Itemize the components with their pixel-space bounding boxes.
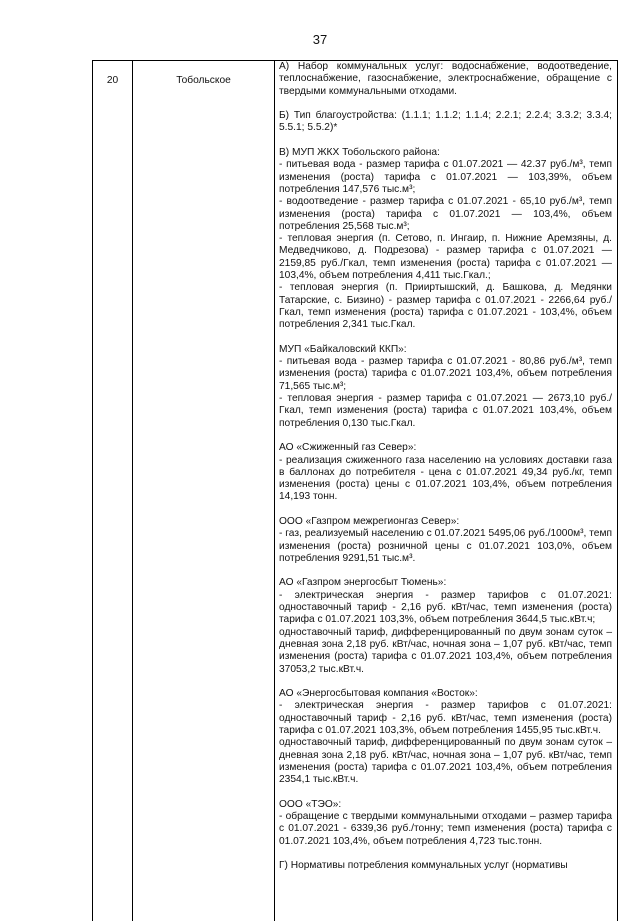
tariff-heat-2: - тепловая энергия (п. Прииртышский, д. Башкова, д. Медянки Татарские, с. Бизино) - размер тарифа с 01.07.2021 - 2266,64 руб./Гкал, темп изменения (роста) тарифа с 01.07.2021 - 103,4%, объем потребления 2,341 тыс.Гкал. (279, 282, 612, 331)
section-v-heading: В) МУП ЖКХ Тобольского района: (279, 147, 440, 159)
municipality-name: Тобольское (176, 75, 231, 86)
vostok-single-rate: - электрическая энергия - размер тарифов с 01.07.2021: одноставочный тариф - 2,16 руб. кВт/час, темп изменения (роста) тарифа с 01.07.2021 103,3%, объем потребления 1455,95 тыс.кВт.ч. (279, 700, 612, 737)
section-a: А) Набор коммунальных услуг: водоснабжение, водоотведение, теплоснабжение, газоснабжение, электроснабжение, обращение с твердыми коммунальными отходами. (279, 61, 612, 97)
vostok-block (279, 688, 612, 786)
municipality-cell (133, 61, 275, 921)
tariff-wastewater: - водоотведение - размер тарифа с 01.07.2021 - 65,10 руб./м³, темп изменения (роста) тарифа с 01.07.2021 — 103,4%, объем потребления 25,568 тыс.м³; (279, 196, 612, 232)
row-number: 20 (106, 75, 119, 86)
section-v (279, 147, 612, 331)
vostok-two-zone: одноставочный тариф, дифференцированный по двум зонам суток – дневная зона 2,18 руб. кВт/час, ночная зона – 1,07 руб. кВт/час, темп изменения (роста) тарифа с 01.07.2021 103,4%, объем потребления 2354,1 тыс.кВт.ч. (279, 737, 612, 786)
energosbyt-two-zone: одноставочный тариф, дифференцированный по двум зонам суток – дневная зона 2,18 руб. кВт/час, ночная зона – 1,07 руб. кВт/час, темп изменения (роста) тарифа с 01.07.2021 103,4%, объем потребления 37053,2 тыс.кВт.ч. (279, 626, 612, 675)
energosbyt-single-rate: - электрическая энергия - размер тарифов с 01.07.2021: одноставочный тариф - 2,16 руб. кВт/час, темп изменения (роста) тарифа с 01.07.2021 103,3%, объем потребления 3644,5 тыс.кВт.ч; (279, 589, 612, 626)
teo-block (279, 799, 612, 848)
energosbyt-block (279, 577, 612, 675)
baikalovsky-heat: - тепловая энергия - размер тарифа с 01.07.2021 — 2673,10 руб./Гкал, темп изменения (роста) тарифа с 01.07.2021 103,4%, объем потребления 0,130 тыс.Гкал. (279, 393, 612, 429)
lpg-block (279, 442, 612, 503)
section-g: Г) Нормативы потребления коммунальных услуг (нормативы (279, 860, 568, 872)
gazprom-price: - газ, реализуемый населению с 01.07.2021 5495,06 руб./1000м³, темп изменения (роста) розничной цены с 01.07.2021 103,0%, объем потребления 9291,51 тыс.м³. (279, 528, 612, 564)
vostok-heading: АО «Энергосбытовая компания «Восток»: (279, 688, 478, 700)
gazprom-heading: ООО «Газпром межрегионгаз Север»: (279, 515, 460, 527)
page-number: 37 (312, 32, 328, 47)
lpg-heading: АО «Сжиженный газ Север»: (279, 442, 417, 454)
teo-waste-tariff: - обращение с твердыми коммунальными отходами – размер тарифа с 01.07.2021 - 6339,36 руб./тонну; темп изменения (роста) тарифа с 01.07.2021 103,4%, объем потребления 4,723 тыс.тонн. (279, 811, 612, 847)
description-content (275, 61, 612, 873)
lpg-price: - реализация сжиженного газа населению на условиях доставки газа в баллонах до потребителя - цена с 01.07.2021 49,34 руб./кг, темп изменения (роста) цены с 01.07.2021 103,4%, объем потребления 14,193 тонн. (279, 454, 612, 503)
teo-heading: ООО «ТЭО»: (279, 798, 342, 810)
document-table (92, 60, 618, 921)
tariff-heat-1: - тепловая энергия (п. Сетово, п. Ингаир, п. Нижние Аремзяны, д. Медведчиково, д. Подрезова) - размер тарифа с 01.07.2021 — 2159,85 руб./Гкал, темп изменения (роста) тарифа с 01.07.2021 — 103,4%, объем потребления 4,411 тыс.Гкал.; (279, 233, 612, 282)
section-b: Б) Тип благоустройства: (1.1.1; 1.1.2; 1.1.4; 2.2.1; 2.2.4; 3.3.2; 3.3.4; 5.5.1; 5.5.2)* (279, 110, 612, 134)
description-cell (275, 61, 612, 921)
baikalovsky-water: - питьевая вода - размер тарифа с 01.07.2021 - 80,86 руб./м³, темп изменения (роста) тарифа с 01.07.2021 103,4%, объем потребления 71,565 тыс.м³; (279, 356, 612, 392)
energosbyt-heading: АО «Газпром энергосбыт Тюмень»: (279, 577, 447, 589)
row-number-cell (93, 61, 133, 921)
baikalovsky-block (279, 344, 612, 430)
baikalovsky-heading: МУП «Байкаловский ККП»: (279, 343, 407, 355)
tariff-drinking-water: - питьевая вода - размер тарифа с 01.07.2021 — 42.37 руб./м³, темп изменения (роста) тарифа с 01.07.2021 — 103,39%, объем потребления 147,576 тыс.м³; (279, 159, 612, 195)
gazprom-block (279, 516, 612, 565)
